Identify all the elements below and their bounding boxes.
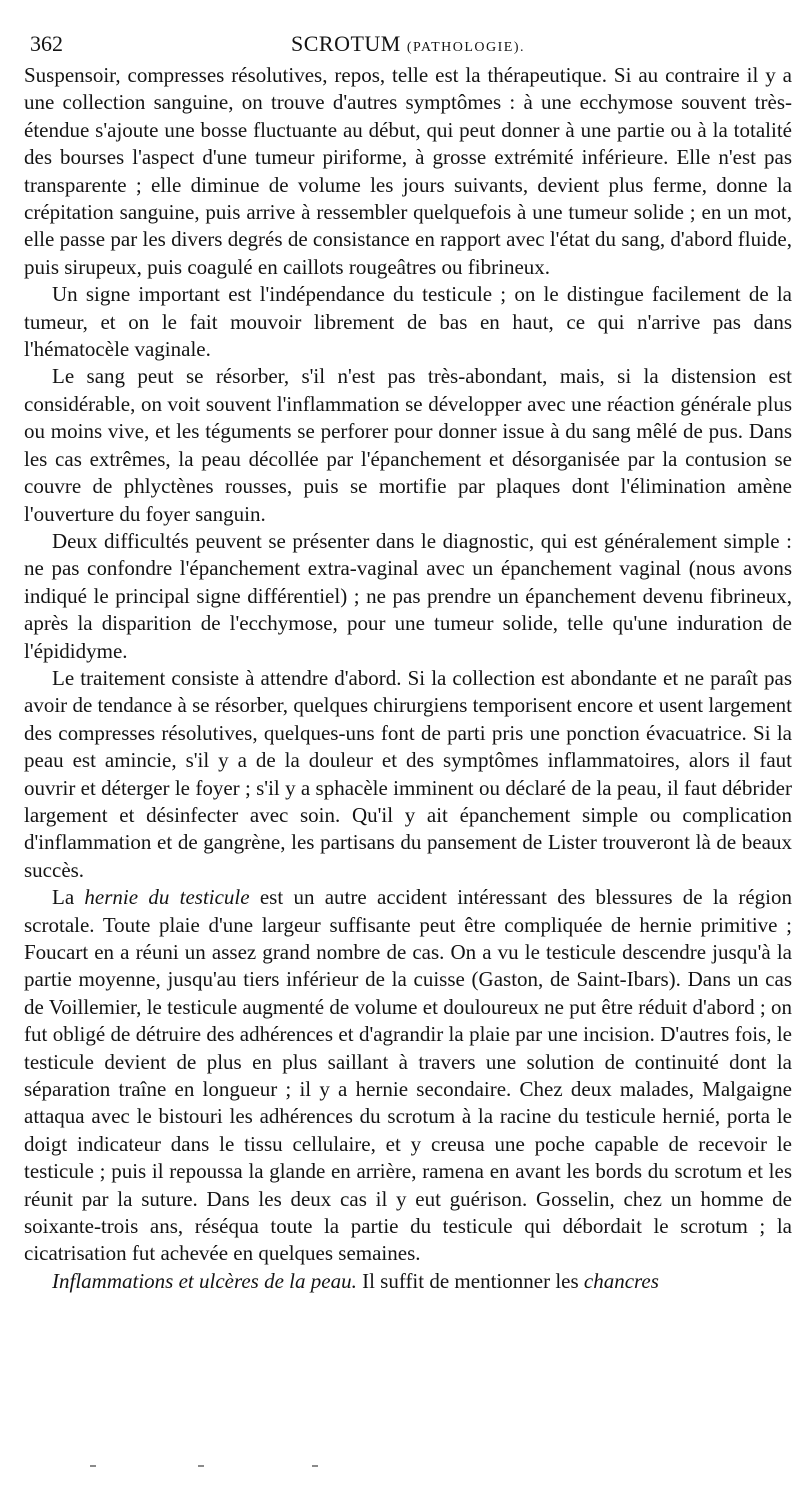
running-head (24, 26, 792, 62)
text-run: Le sang peut se résorber, s'il n'est pas très-abondant, mais, si la distension est considérable, on voit souvent l'inflammation se développer avec une réaction générale plus ou moins vive, et les téguments se perforer pour donner issue à du sang mêlé de pus. Dans les cas extrêmes, la peau décollée par l'épanchement et désorganisée par la contusion se couvre de phlyctènes rousses, puis se mortifie par plaques dont l'élimination amène l'ouverture du foyer sanguin. (24, 364, 792, 526)
running-title-subtitle: (PATHOLOGIE). (406, 40, 525, 55)
page-number: 362 (30, 31, 63, 56)
italic-phrase: chancres (583, 1268, 659, 1293)
italic-phrase: hernie du testicule (84, 885, 250, 910)
book-page (24, 26, 792, 1295)
body-text (24, 62, 792, 1295)
paragraph-p2 (24, 281, 792, 363)
running-title-main: SCROTUM (290, 31, 401, 56)
paragraph-p1 (24, 62, 792, 281)
italic-phrase: Inflammations et ulcères de la peau. (52, 1268, 357, 1293)
bottom-decorative-marks (80, 1465, 340, 1471)
running-title (24, 26, 792, 66)
paragraph-p3 (24, 363, 792, 527)
paragraph-p7 (24, 1268, 792, 1295)
text-run: Deux difficultés peuvent se présenter dans le diagnostic, qui est généralement simple : ne pas confondre l'épanchement extra-vaginal avec un épanchement vaginal (nous avons indiqué le principal signe différentiel) ; ne pas prendre un épanchement devenu fibrineux, après la disparition de l'ecchymose, pour une tumeur solide, telle qu'une induration de l'épididyme. (24, 528, 792, 663)
text-run: Il suffit de mentionner les (356, 1268, 584, 1293)
text-run: Suspensoir, compresses résolutives, repos, telle est la thérapeutique. Si au contraire il y a une collection sanguine, on trouve d'autres symptômes : à une ecchymose souvent très-étendue s'ajoute une bosse fluctuante au début, qui peut donner à une partie ou à la totalité des bourses l'aspect d'une tumeur piriforme, à grosse extrémité inférieure. Elle n'est pas transparente ; elle diminue de volume les jours suivants, devient plus ferme, donne la crépitation sanguine, puis arrive à ressembler quelquefois à une tumeur solide ; en un mot, elle passe par les divers degrés de consistance en rapport avec l'état du sang, d'abord fluide, puis sirupeux, puis coagulé en caillots rougeâtres ou fibrineux. (24, 63, 792, 279)
text-run: est un autre accident intéressant des blessures de la région scrotale. Toute plaie d'une largeur suffisante peut être compliquée de hernie primitive ; Foucart en a réuni un assez grand nombre de cas. On a vu le testicule descendre jusqu'à la partie moyenne, jusqu'au tiers inférieur de la cuisse (Gaston, de Saint-Ibars). Dans un cas de Voillemier, le testicule augmenté de volume et douloureux ne put être réduit d'abord ; on fut obligé de détruire des adhérences et d'agrandir la plaie par une incision. D'autres fois, le testicule devient de plus en plus saillant à travers une solution de continuité dont la séparation traîne en longueur ; il y a hernie secondaire. Chez deux malades, Malgaigne attaqua avec le bistouri les adhérences du scrotum à la racine du testicule hernié, porta le doigt indicateur dans le tissu cellulaire, et y creusa une poche capable de recevoir le testicule ; puis il repoussa la glande en arrière, ramena en avant les bords du scrotum et les réunit par la suture. Dans les deux cas il y eut guérison. Gosselin, chez un homme de soixante-trois ans, réséqua toute la partie du testicule qui débordait le scrotum ; la cicatrisation fut achevée en quelques semaines. (24, 885, 792, 1266)
paragraph-p6 (24, 884, 792, 1268)
text-run: La (52, 885, 85, 910)
paragraph-p4 (24, 528, 792, 665)
text-run: Un signe important est l'indépendance du testicule ; on le distingue facilement de la tumeur, et on le fait mouvoir librement de bas en haut, ce qui n'arrive pas dans l'hématocèle vaginale. (24, 282, 792, 362)
text-run: Le traitement consiste à attendre d'abord. Si la collection est abondante et ne paraît pas avoir de tendance à se résorber, quelques chirurgiens temporisent encore et usent largement des compresses résolutives, quelques-uns font de parti pris une ponction évacuatrice. Si la peau est amincie, s'il y a de la douleur et des symptômes inflammatoires, alors il faut ouvrir et déterger le foyer ; s'il y a sphacèle imminent ou déclaré de la peau, il faut débrider largement et désinfecter avec soin. Qu'il y ait épanchement simple ou complication d'inflammation et de gangrène, les partisans du pansement de Lister trouveront là de beaux succès. (24, 665, 792, 882)
paragraph-p5 (24, 665, 792, 884)
